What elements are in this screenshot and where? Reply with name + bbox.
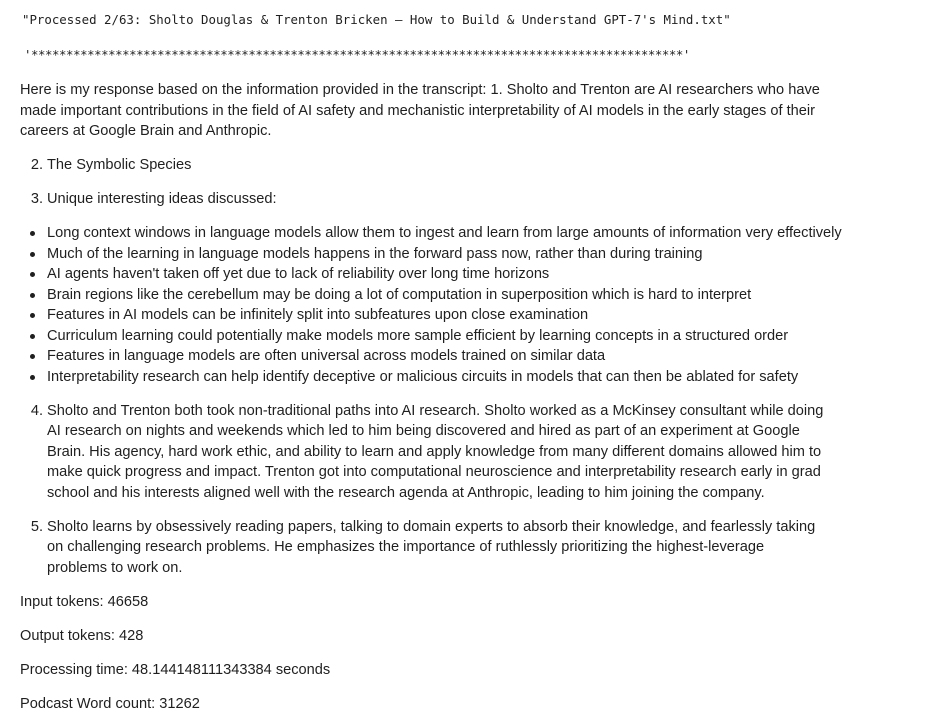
input-tokens-stat: Input tokens: 46658 <box>20 593 149 610</box>
bullet-dot-icon <box>30 375 35 380</box>
word-count-stat: Podcast Word count: 31262 <box>20 695 200 712</box>
bullet-dot-icon <box>30 272 35 277</box>
list-item <box>20 517 920 579</box>
list-item-number: 5. <box>30 518 43 535</box>
idea-bullet: Much of the learning in language models happens in the forward pass now, rather than during training <box>47 244 920 265</box>
bullet-dot-icon <box>30 313 35 318</box>
processing-time-stat: Processing time: 48.144148111343384 seconds <box>20 661 331 678</box>
processed-file-header: "Processed 2/63: Sholto Douglas & Trenton Bricken – How to Build & Understand GPT-7's Mind.txt" <box>22 12 731 27</box>
list-item-text: The Symbolic Species <box>47 157 192 173</box>
list-item-text: Sholto learns by obsessively reading papers, talking to domain experts to absorb their knowledge, and fearlessly taking on challenging research problems. He emphasizes the importance of ruthlessly prioritizing the highest-leverage problems to work on. <box>47 518 816 576</box>
list-item-number: 3. <box>30 191 43 207</box>
ideas-list <box>20 223 920 387</box>
idea-bullet: Interpretability research can help identify deceptive or malicious circuits in models that can then be ablated for safety <box>47 367 920 388</box>
idea-bullet: Curriculum learning could potentially make models more sample efficient by learning concepts in a structured order <box>47 326 920 347</box>
idea-bullet: Features in language models are often universal across models trained on similar data <box>47 346 920 367</box>
list-item <box>20 189 920 210</box>
response-body <box>20 80 920 728</box>
response-intro: Here is my response based on the information provided in the transcript: 1. Sholto and Trenton are AI researchers who have made important contributions in the field of AI safety and mechanistic interpretability of AI models in the early stages of their careers at Google Brain and Anthropic. <box>20 82 820 139</box>
list-item <box>20 401 920 504</box>
idea-bullet: Features in AI models can be infinitely split into subfeatures upon close examination <box>47 305 920 326</box>
bullet-dot-icon <box>30 354 35 359</box>
list-item-text: Unique interesting ideas discussed: <box>47 191 277 207</box>
output-tokens-stat: Output tokens: 428 <box>20 627 144 644</box>
list-item-number: 2. <box>30 157 43 173</box>
list-item-number: 4. <box>30 402 43 419</box>
idea-bullet: Long context windows in language models allow them to ingest and learn from large amounts of information very effectively <box>47 223 920 244</box>
list-item <box>20 155 920 176</box>
separator-line: '*********************************************************************************************' <box>24 47 690 62</box>
idea-bullet: AI agents haven't taken off yet due to lack of reliability over long time horizons <box>47 264 920 285</box>
bullet-dot-icon <box>30 231 35 236</box>
bullet-dot-icon <box>30 252 35 257</box>
idea-bullet: Brain regions like the cerebellum may be doing a lot of computation in superposition which is hard to interpret <box>47 285 920 306</box>
bullet-dot-icon <box>30 334 35 339</box>
list-item-text: Sholto and Trenton both took non-traditional paths into AI research. Sholto worked as a McKinsey consultant while doing AI research on nights and weekends which led to him being discovered and hired as part of an experiment at Google Brain. His agency, hard work ethic, and ability to learn and apply knowledge from many different domains allowed him to make quick progress and impact. Trenton got into computational neuroscience and interpretability research early in grad school and his interests aligned well with the research agenda at Anthropic, leading to him joining the company. <box>47 402 824 501</box>
bullet-dot-icon <box>30 293 35 298</box>
